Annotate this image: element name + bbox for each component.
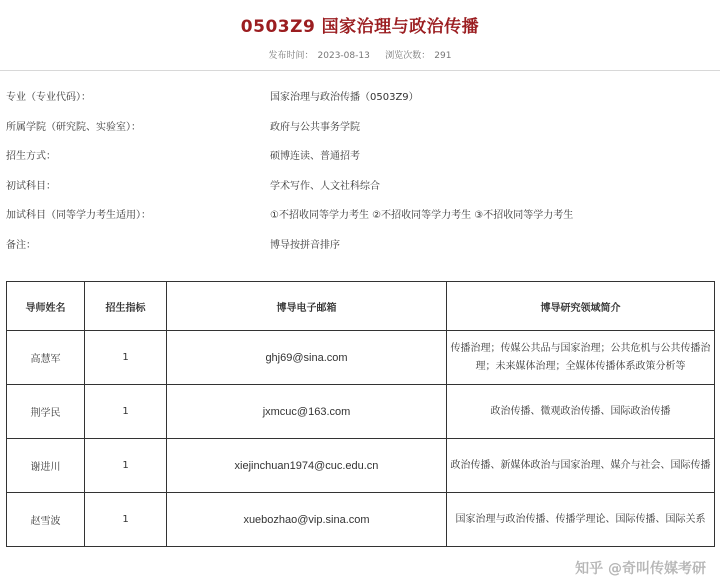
title-divider [0,70,720,71]
info-value: 国家治理与政治传播（0503Z9） [270,92,419,103]
info-row-exam [0,173,720,203]
info-value: 硕博连读、普通招考 [270,151,360,162]
info-value: 学术写作、人文社科综合 [270,180,380,192]
supervisor-quota: 1 [85,385,167,439]
info-value: 博导按拼音排序 [270,239,340,251]
supervisor-quota: 1 [85,493,167,547]
info-value: 政府与公共事务学院 [270,121,360,133]
supervisor-field: 国家治理与政治传播、传播学理论、国际传播、国际关系 [447,493,715,547]
info-row-note [0,232,720,262]
info-row-admission [0,143,720,173]
supervisor-email: jxmcuc@163.com [167,385,447,439]
info-value: ①不招收同等学力考生 ②不招收同等学力考生 ③不招收同等学力考生 [270,210,574,221]
supervisor-name: 谢进川 [7,439,85,493]
supervisor-field: 政治传播、新媒体政治与国家治理、媒介与社会、国际传播 [447,439,715,493]
info-row-extra-exam [0,202,720,232]
table-row [7,439,715,493]
supervisor-table [6,281,715,547]
info-label: 初试科目： [6,180,56,192]
header-quota: 招生指标 [85,282,167,331]
info-label: 加试科目（同等学力考生适用）： [6,210,151,221]
table-row [7,385,715,439]
page-title: 0503Z9 国家治理与政治传播 [240,17,480,37]
info-label: 招生方式： [6,151,56,162]
supervisor-name: 高慧军 [7,331,85,385]
info-row-major [0,84,720,114]
info-label: 所属学院（研究院、实验室）： [6,121,141,133]
publish-label: 发布时间： [268,51,314,61]
program-info [0,84,720,261]
info-label: 备注： [6,239,36,251]
watermark: 知乎 @奇叫传媒考研 [575,561,706,577]
header-name: 导师姓名 [7,282,85,331]
article-meta [0,48,720,61]
info-row-school [0,114,720,144]
supervisor-field: 政治传播、微观政治传播、国际政治传播 [447,385,715,439]
views-count: 291 [434,51,452,61]
supervisor-email: xiejinchuan1974@cuc.edu.cn [167,439,447,493]
supervisor-field: 传播治理；传媒公共品与国家治理；公共危机与公共传播治理；未来媒体治理；全媒体传播体系政策分析等 [447,331,715,385]
supervisor-name: 赵雪波 [7,493,85,547]
header-field: 博导研究领域简介 [447,282,715,331]
supervisor-email: ghj69@sina.com [167,331,447,385]
views-label: 浏览次数： [385,51,431,61]
header-email: 博导电子邮箱 [167,282,447,331]
supervisor-quota: 1 [85,331,167,385]
table-header-row [7,282,715,331]
info-label: 专业（专业代码）： [6,92,91,103]
supervisor-quota: 1 [85,439,167,493]
table-row [7,493,715,547]
supervisor-email: xuebozhao@vip.sina.com [167,493,447,547]
publish-date: 2023-08-13 [317,51,370,61]
table-row [7,331,715,385]
supervisor-name: 荆学民 [7,385,85,439]
